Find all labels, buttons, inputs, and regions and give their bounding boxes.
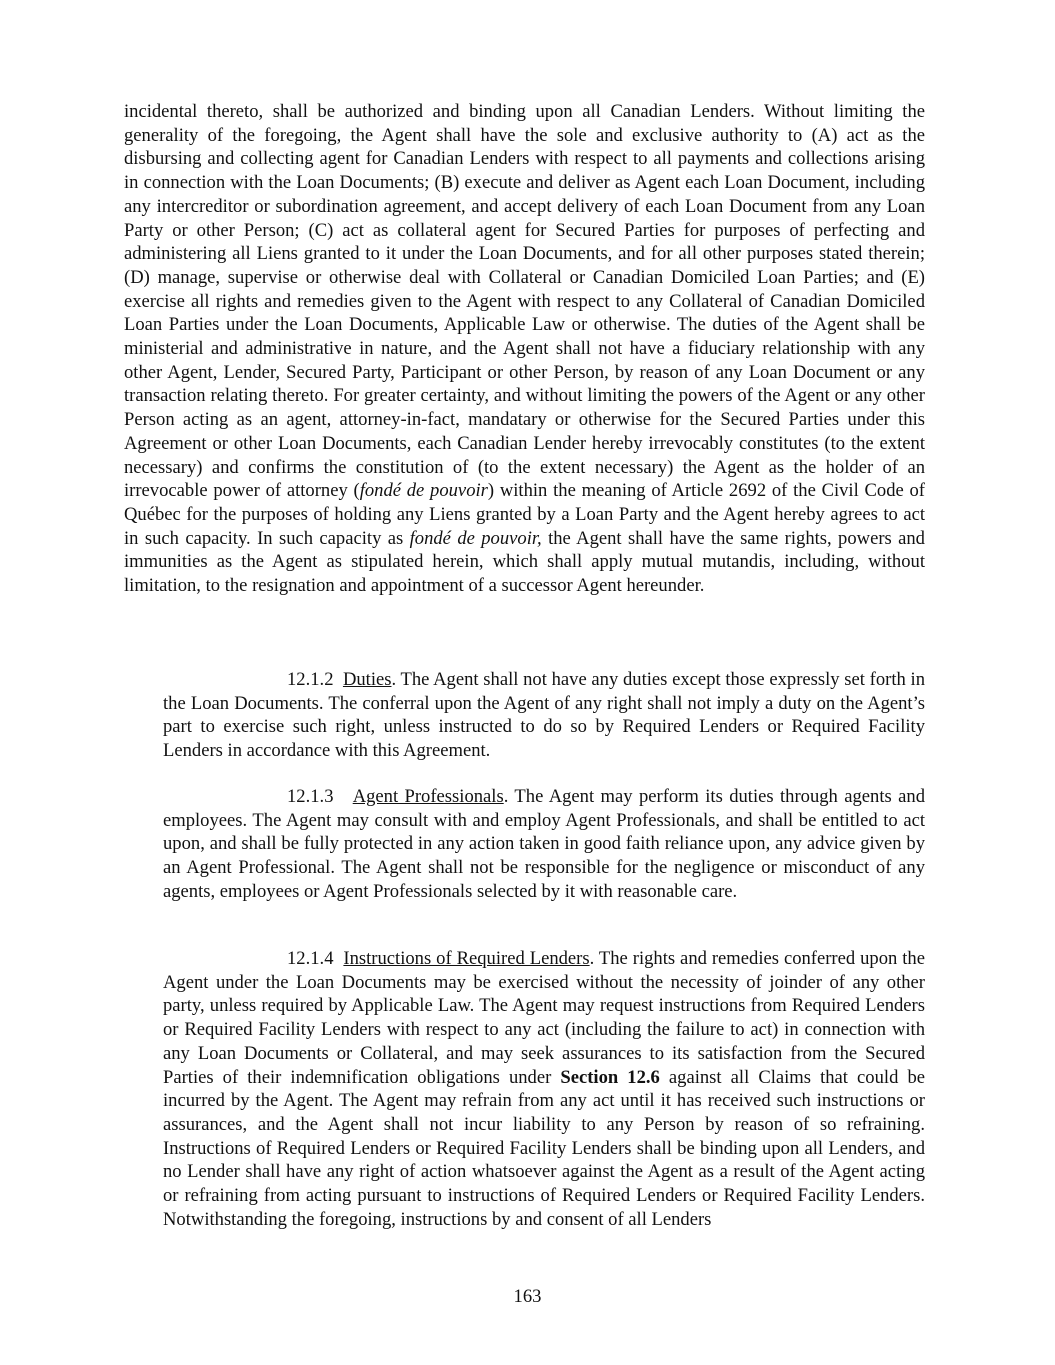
section-heading: Duties: [342, 669, 392, 690]
italic-term: fondé de pouvoir: [359, 480, 488, 502]
section-heading: Agent Professionals: [352, 786, 504, 807]
section-number: 12.1.2: [287, 669, 334, 690]
section-heading: Instructions of Required Lenders: [343, 948, 590, 969]
paragraph-canadian-lenders-authority: [124, 100, 925, 598]
paragraph-text: ) within the meaning of Article 2692 of the Civil Code of Québec for the purposes of holding any Liens granted by a Loan Party and the Agent hereby agrees to act in such capacity. In such capacity as: [124, 480, 925, 549]
paragraph-text: incidental thereto, shall be authorized and binding upon all Canadian Lenders. Without limiting the generality of the foregoing, the Agent shall have the sole and exclusive authority to (A) act as the disbursing and collecting agent for Canadian Lenders with respect to all payments and collections arising in connection with the Loan Documents; (B) execute and deliver as Agent each Loan Document, including any intercreditor or subordination agreement, and accept delivery of each Loan Document from any Loan Party or other Person; (C) act as collateral agent for Secured Parties for purposes of perfecting and administering all Liens granted to it under the Loan Documents, and for all other purposes stated therein; (D) manage, supervise or otherwise deal with Collateral or Canadian Domiciled Loan Parties; and (E) exercise all rights and remedies given to the Agent with respect to any Collateral of Canadian Domiciled Loan Parties under the Loan Documents, Applicable Law or otherwise. The duties of the Agent shall be ministerial and administrative in nature, and the Agent shall not have a fiduciary relationship with any other Agent, Lender, Secured Party, Participant or other Person, by reason of any Loan Document or any transaction relating thereto. For greater certainty, and without limiting the powers of the Agent or any other Person acting as an agent, attorney-in-fact, mandatary or otherwise for the Secured Parties under this Agreement or other Loan Documents, each Canadian Lender hereby irrevocably constitutes (to the extent necessary) and confirms the constitution of (to the extent necessary) the Agent as the holder of an irrevocable power of attorney (: [124, 101, 925, 502]
paragraph-text: . The Agent may perform its duties through agents and employees. The Agent may consult with and employ Agent Professionals, and shall be entitled to act upon, and shall be fully protected in any action taken in good faith reliance upon, any advice given by an Agent Professional. The Agent shall not be responsible for the negligence or misconduct of any agents, employees or Agent Professionals selected by it with reasonable care.: [163, 786, 926, 902]
paragraph-text: the Agent shall have the same rights, powers and immunities as the Agent as stipulated herein, which shall apply mutual mutandis, including, without limitation, to the resignation and appointment of a successor Agent hereunder.: [124, 527, 925, 597]
section-12-1-2-duties: [163, 668, 925, 763]
section-number: 12.1.4: [287, 948, 334, 969]
italic-term: fondé de pouvoir,: [409, 527, 542, 549]
section-reference: Section 12.6: [560, 1066, 660, 1088]
page-number: 163: [513, 1286, 542, 1307]
paragraph-text: . The rights and remedies conferred upon the Agent under the Loan Documents may be exercised without the necessity of joinder of any other party, unless required by Applicable Law. The Agent may request instructions from Required Lenders or Required Facility Lenders with respect to any act (including the failure to act) in connection with any Loan Documents or Collateral, and may seek assurances to its satisfaction from the Secured Parties of their indemnification obligations under: [163, 948, 925, 1088]
section-number: 12.1.3: [287, 786, 334, 807]
paragraph-text: against all Claims that could be incurred by the Agent. The Agent may refrain from any act until it has received such instructions or assurances, and the Agent shall not incur liability to any Person by reason of so refraining. Instructions of Required Lenders or Required Facility Lenders shall be binding upon all Lenders, and no Lender shall have any right of action whatsoever against the Agent as a result of the Agent acting or refraining from acting pursuant to instructions of Required Lenders or Required Facility Lenders. Notwithstanding the foregoing, instructions by and consent of all Lenders: [163, 1066, 925, 1230]
paragraph-text: . The Agent shall not have any duties except those expressly set forth in the Loan Documents. The conferral upon the Agent of any right shall not imply a duty on the Agent’s part to exercise such right, unless instructed to do so by Required Lenders or Required Facility Lenders in accordance with this Agreement.: [163, 669, 926, 762]
section-12-1-3-agent-professionals: [163, 785, 925, 904]
section-12-1-4-instructions-of-required-lenders: [163, 947, 925, 1231]
